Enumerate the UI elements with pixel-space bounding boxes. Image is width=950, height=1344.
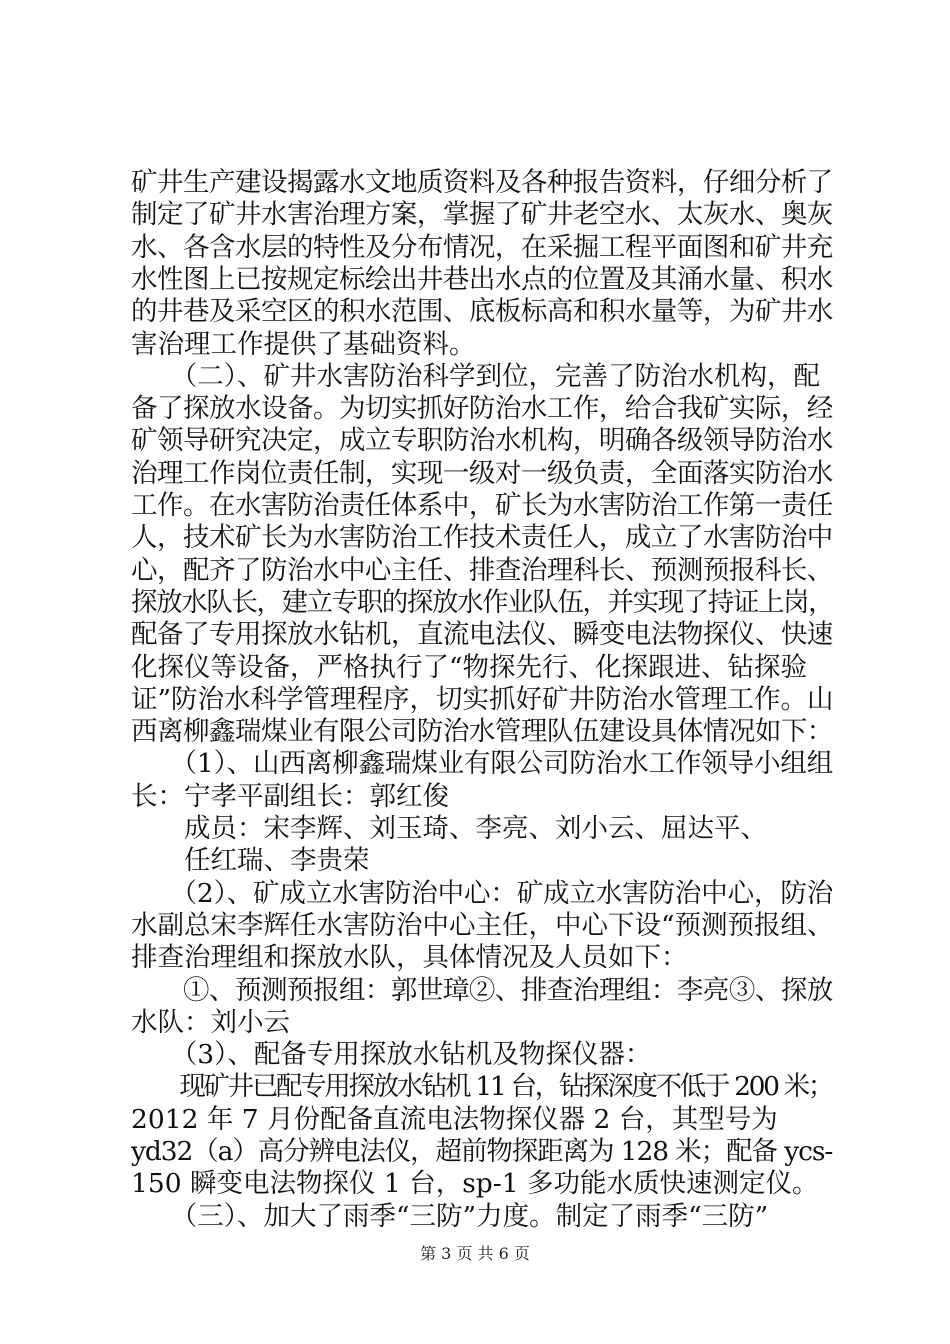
text-line: yd32（a）高分辨电法仪，超前物探距离为 128 米；配备 ycs- <box>131 1136 833 1167</box>
text-line: 2012 年 7 月份配备直流电法物探仪器 2 台，其型号为 <box>131 1103 778 1135</box>
text-line: 探放水队长，建立专职的探放水作业队伍，并实现了持证上岗， <box>131 586 834 618</box>
text-line: ①、预测预报组：郭世璋②、排查治理组：李亮③、探放 <box>131 974 833 1006</box>
text-line: 的井巷及采空区的积水范围、底板标高和积水量等，为矿井水 <box>131 296 833 328</box>
text-line: 排查治理组和探放水队，具体情况及人员如下： <box>131 942 688 974</box>
text-line: 害治理工作提供了基础资料。 <box>131 328 476 360</box>
text-line: 工作。在水害防治责任体系中，矿长为水害防治工作第一责任 <box>131 490 833 521</box>
text-line: 水副总宋李辉任水害防治中心主任，中心下设“预测预报组、 <box>131 909 834 941</box>
text-line: 水队：刘小云 <box>131 1006 290 1038</box>
text-line: （3）、配备专用探放水钻机及物探仪器： <box>131 1039 652 1071</box>
text-line: 人，技术矿长为水害防治工作技术责任人，成立了水害防治中 <box>131 522 833 554</box>
text-line: 制定了矿井水害治理方案，掌握了矿井老空水、太灰水、奥灰 <box>131 199 833 231</box>
text-line: 水、各含水层的特性及分布情况，在采掘工程平面图和矿井充 <box>131 231 833 263</box>
text-line: 现矿井已配专用探放水钻机 11 台，钻探深度不低于 200 米； <box>131 1071 833 1103</box>
text-line: 证”防治水科学管理程序，切实抓好矿井防治水管理工作。山 <box>131 683 834 715</box>
text-line: （三）、加大了雨季“三防”力度。制定了雨季“三防” <box>131 1200 769 1232</box>
text-line: 水性图上已按规定标绘出井巷出水点的位置及其涌水量、积水 <box>131 263 833 295</box>
text-line: 治理工作岗位责任制，实现一级对一级负责，全面落实防治水 <box>131 457 833 489</box>
text-line: 任红瑞、李贵荣 <box>131 845 370 877</box>
text-line: （2）、矿成立水害防治中心：矿成立水害防治中心，防治 <box>131 877 834 909</box>
text-line: 矿领导研究决定，成立专职防治水机构，明确各级领导防治水 <box>131 425 833 457</box>
text-line: 心，配齐了防治水中心主任、排查治理科长、预测预报科长、 <box>131 554 833 586</box>
text-line: （1）、山西离柳鑫瑞煤业有限公司防治水工作领导小组组 <box>131 748 834 780</box>
text-line: 备了探放水设备。为切实抓好防治水工作，给合我矿实际，经 <box>131 393 833 425</box>
text-line: 化探仪等设备，严格执行了“物探先行、化探跟进、钻探验 <box>131 651 808 683</box>
text-line: 配备了专用探放水钻机，直流电法仪、瞬变电法物探仪、快速 <box>131 619 833 651</box>
text-line: （二）、矿井水害防治科学到位，完善了防治水机构，配 <box>131 360 820 392</box>
text-line: 西离柳鑫瑞煤业有限公司防治水管理队伍建设具体情况如下： <box>131 716 833 748</box>
text-line: 150 瞬变电法物探仪 1 台，sp-1 多功能水质快速测定仪。 <box>131 1168 819 1200</box>
text-line: 长：宁孝平副组长：郭红俊 <box>131 780 449 812</box>
page-footer: 第 3 页 共 6 页 <box>420 1244 530 1263</box>
text-line: 成员：宋李辉、刘玉琦、李亮、刘小云、屈达平、 <box>131 813 767 844</box>
text-line: 矿井生产建设揭露水文地质资料及各种报告资料，仔细分析了 <box>131 167 833 198</box>
